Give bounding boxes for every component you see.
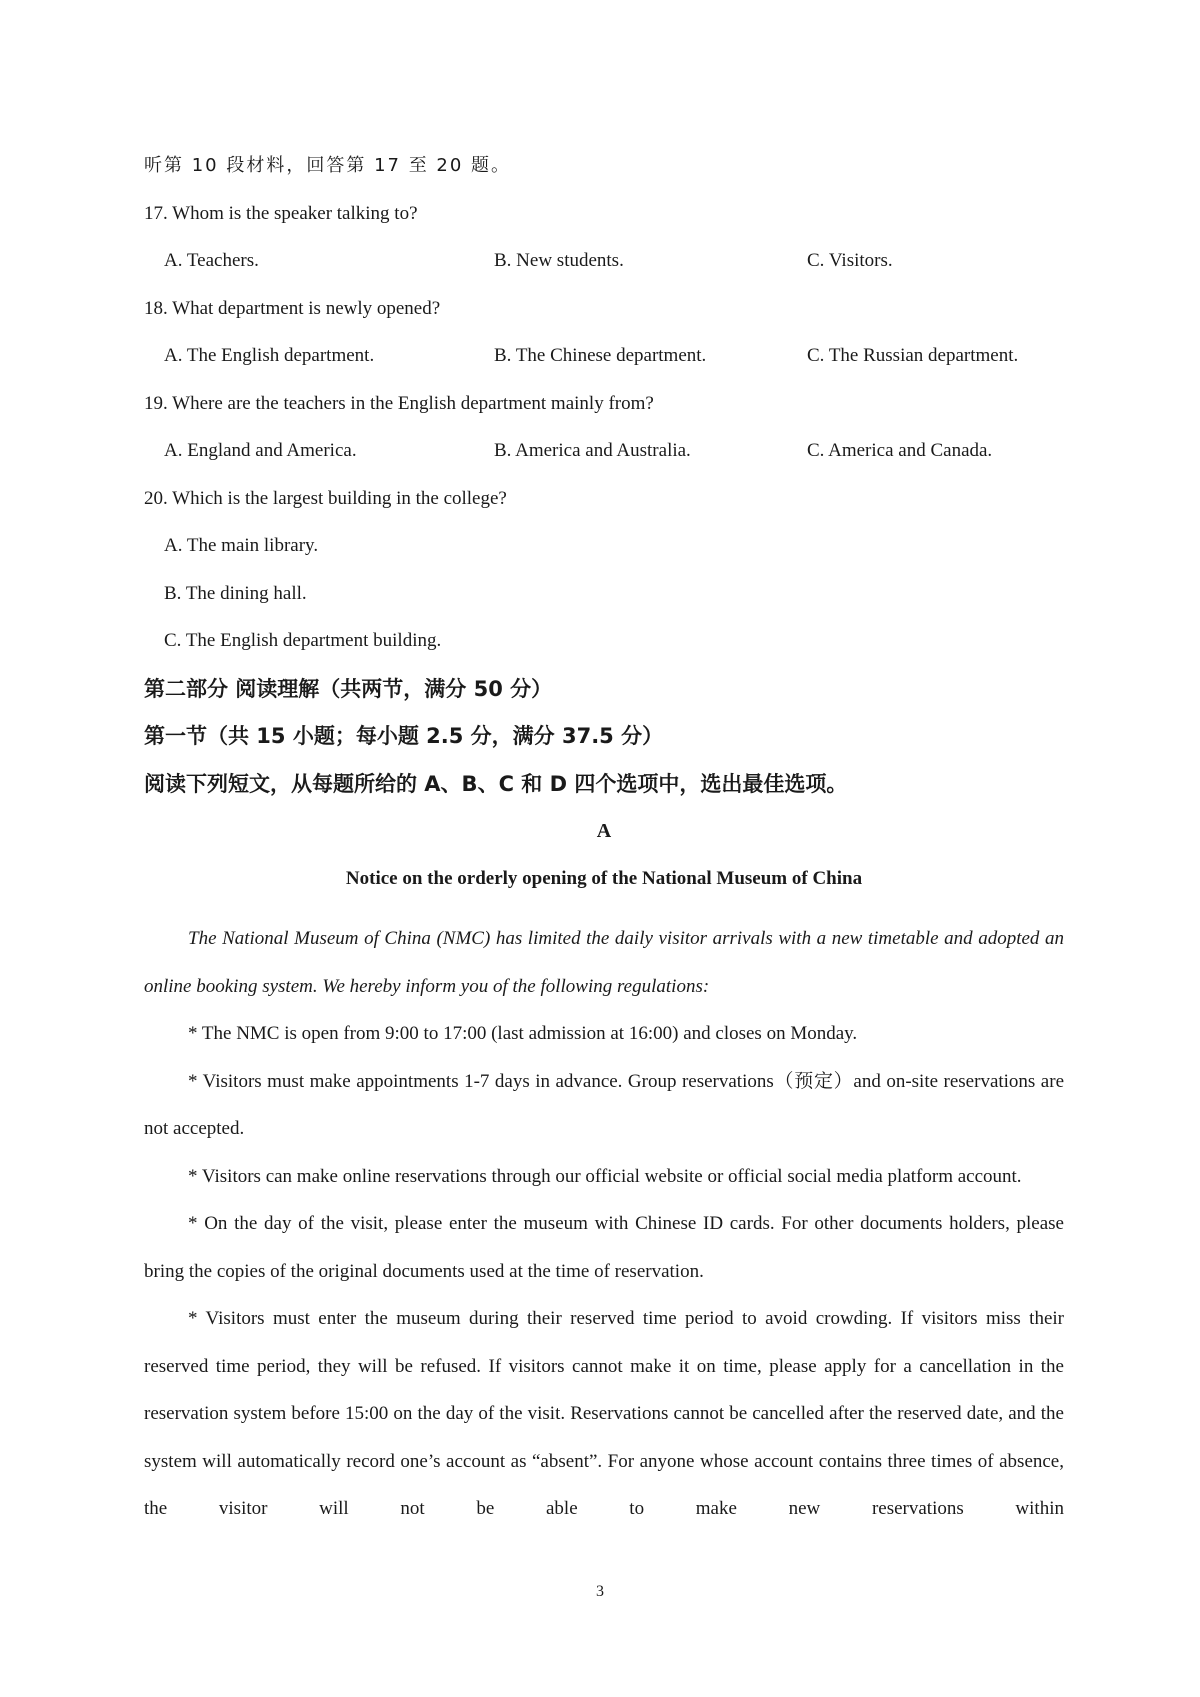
rule-1: * The NMC is open from 9:00 to 17:00 (last admission at 16:00) and closes on Monday. <box>188 1023 858 1044</box>
rule-4: * On the day of the visit, please enter the museum with Chinese ID cards. For other documents holders, please bring the copies of the original documents used at the time of reservation. <box>144 1213 1064 1282</box>
question-20: 20. Which is the largest building in the college? <box>144 487 507 509</box>
page-content <box>144 155 1064 1533</box>
question-17: 17. Whom is the speaker talking to? <box>144 202 418 224</box>
option-b: B. The dining hall. <box>164 582 307 604</box>
option-b: B. New students. <box>494 250 624 271</box>
option-b: B. America and Australia. <box>494 440 691 461</box>
question-19: 19. Where are the teachers in the English department mainly from? <box>144 392 654 414</box>
page-number: 3 <box>596 1583 604 1600</box>
rule-2: * Visitors must make appointments 1-7 days in advance. Group reservations（预定）and on-site reservations are not accepted. <box>144 1070 1064 1139</box>
passage-label: A <box>596 820 612 842</box>
rule-5: * Visitors must enter the museum during their reserved time period to avoid crowding. If visitors miss their reserved time period, they will be refused. If visitors cannot make it on time, please apply for a cancellation in the reservation system before 15:00 on the day of the visit. Reservations cannot be cancelled after the reserved date, and the system will automatically record one’s account as “absent”. For anyone whose account contains three times of absence, the visitor will not be able to make new reservations within <box>144 1308 1064 1519</box>
option-a: A. The English department. <box>164 345 375 366</box>
option-a: A. The main library. <box>164 535 319 556</box>
reading-instruction: 阅读下列短文，从每题所给的 A、B、C 和 D 四个选项中，选出最佳选项。 <box>144 771 848 796</box>
option-a: A. Teachers. <box>164 250 259 271</box>
question-18-options <box>144 345 1064 393</box>
reading-part-title: 第二部分 阅读理解（共两节，满分 50 分） <box>144 676 553 701</box>
option-c: C. The Russian department. <box>807 345 1019 366</box>
option-a: A. England and America. <box>164 440 357 461</box>
question-18: 18. What department is newly opened? <box>144 297 441 319</box>
option-c: C. Visitors. <box>807 250 893 271</box>
passage-title: Notice on the orderly opening of the National Museum of China <box>345 867 863 889</box>
listening-instruction: 听第 10 段材料，回答第 17 至 20 题。 <box>144 155 512 176</box>
option-c: C. The English department building. <box>164 630 442 651</box>
option-c: C. America and Canada. <box>807 440 993 461</box>
question-17-options <box>144 250 1064 298</box>
rule-3: * Visitors can make online reservations through our official website or official social media platform account. <box>188 1165 1022 1187</box>
option-b: B. The Chinese department. <box>494 345 707 366</box>
reading-section-title: 第一节（共 15 小题；每小题 2.5 分，满分 37.5 分） <box>144 724 664 748</box>
passage-intro: The National Museum of China (NMC) has limited the daily visitor arrivals with a new timetable and adopted an online booking system. We hereby inform you of the following regulations: <box>144 928 1064 997</box>
question-19-options <box>144 440 1064 488</box>
